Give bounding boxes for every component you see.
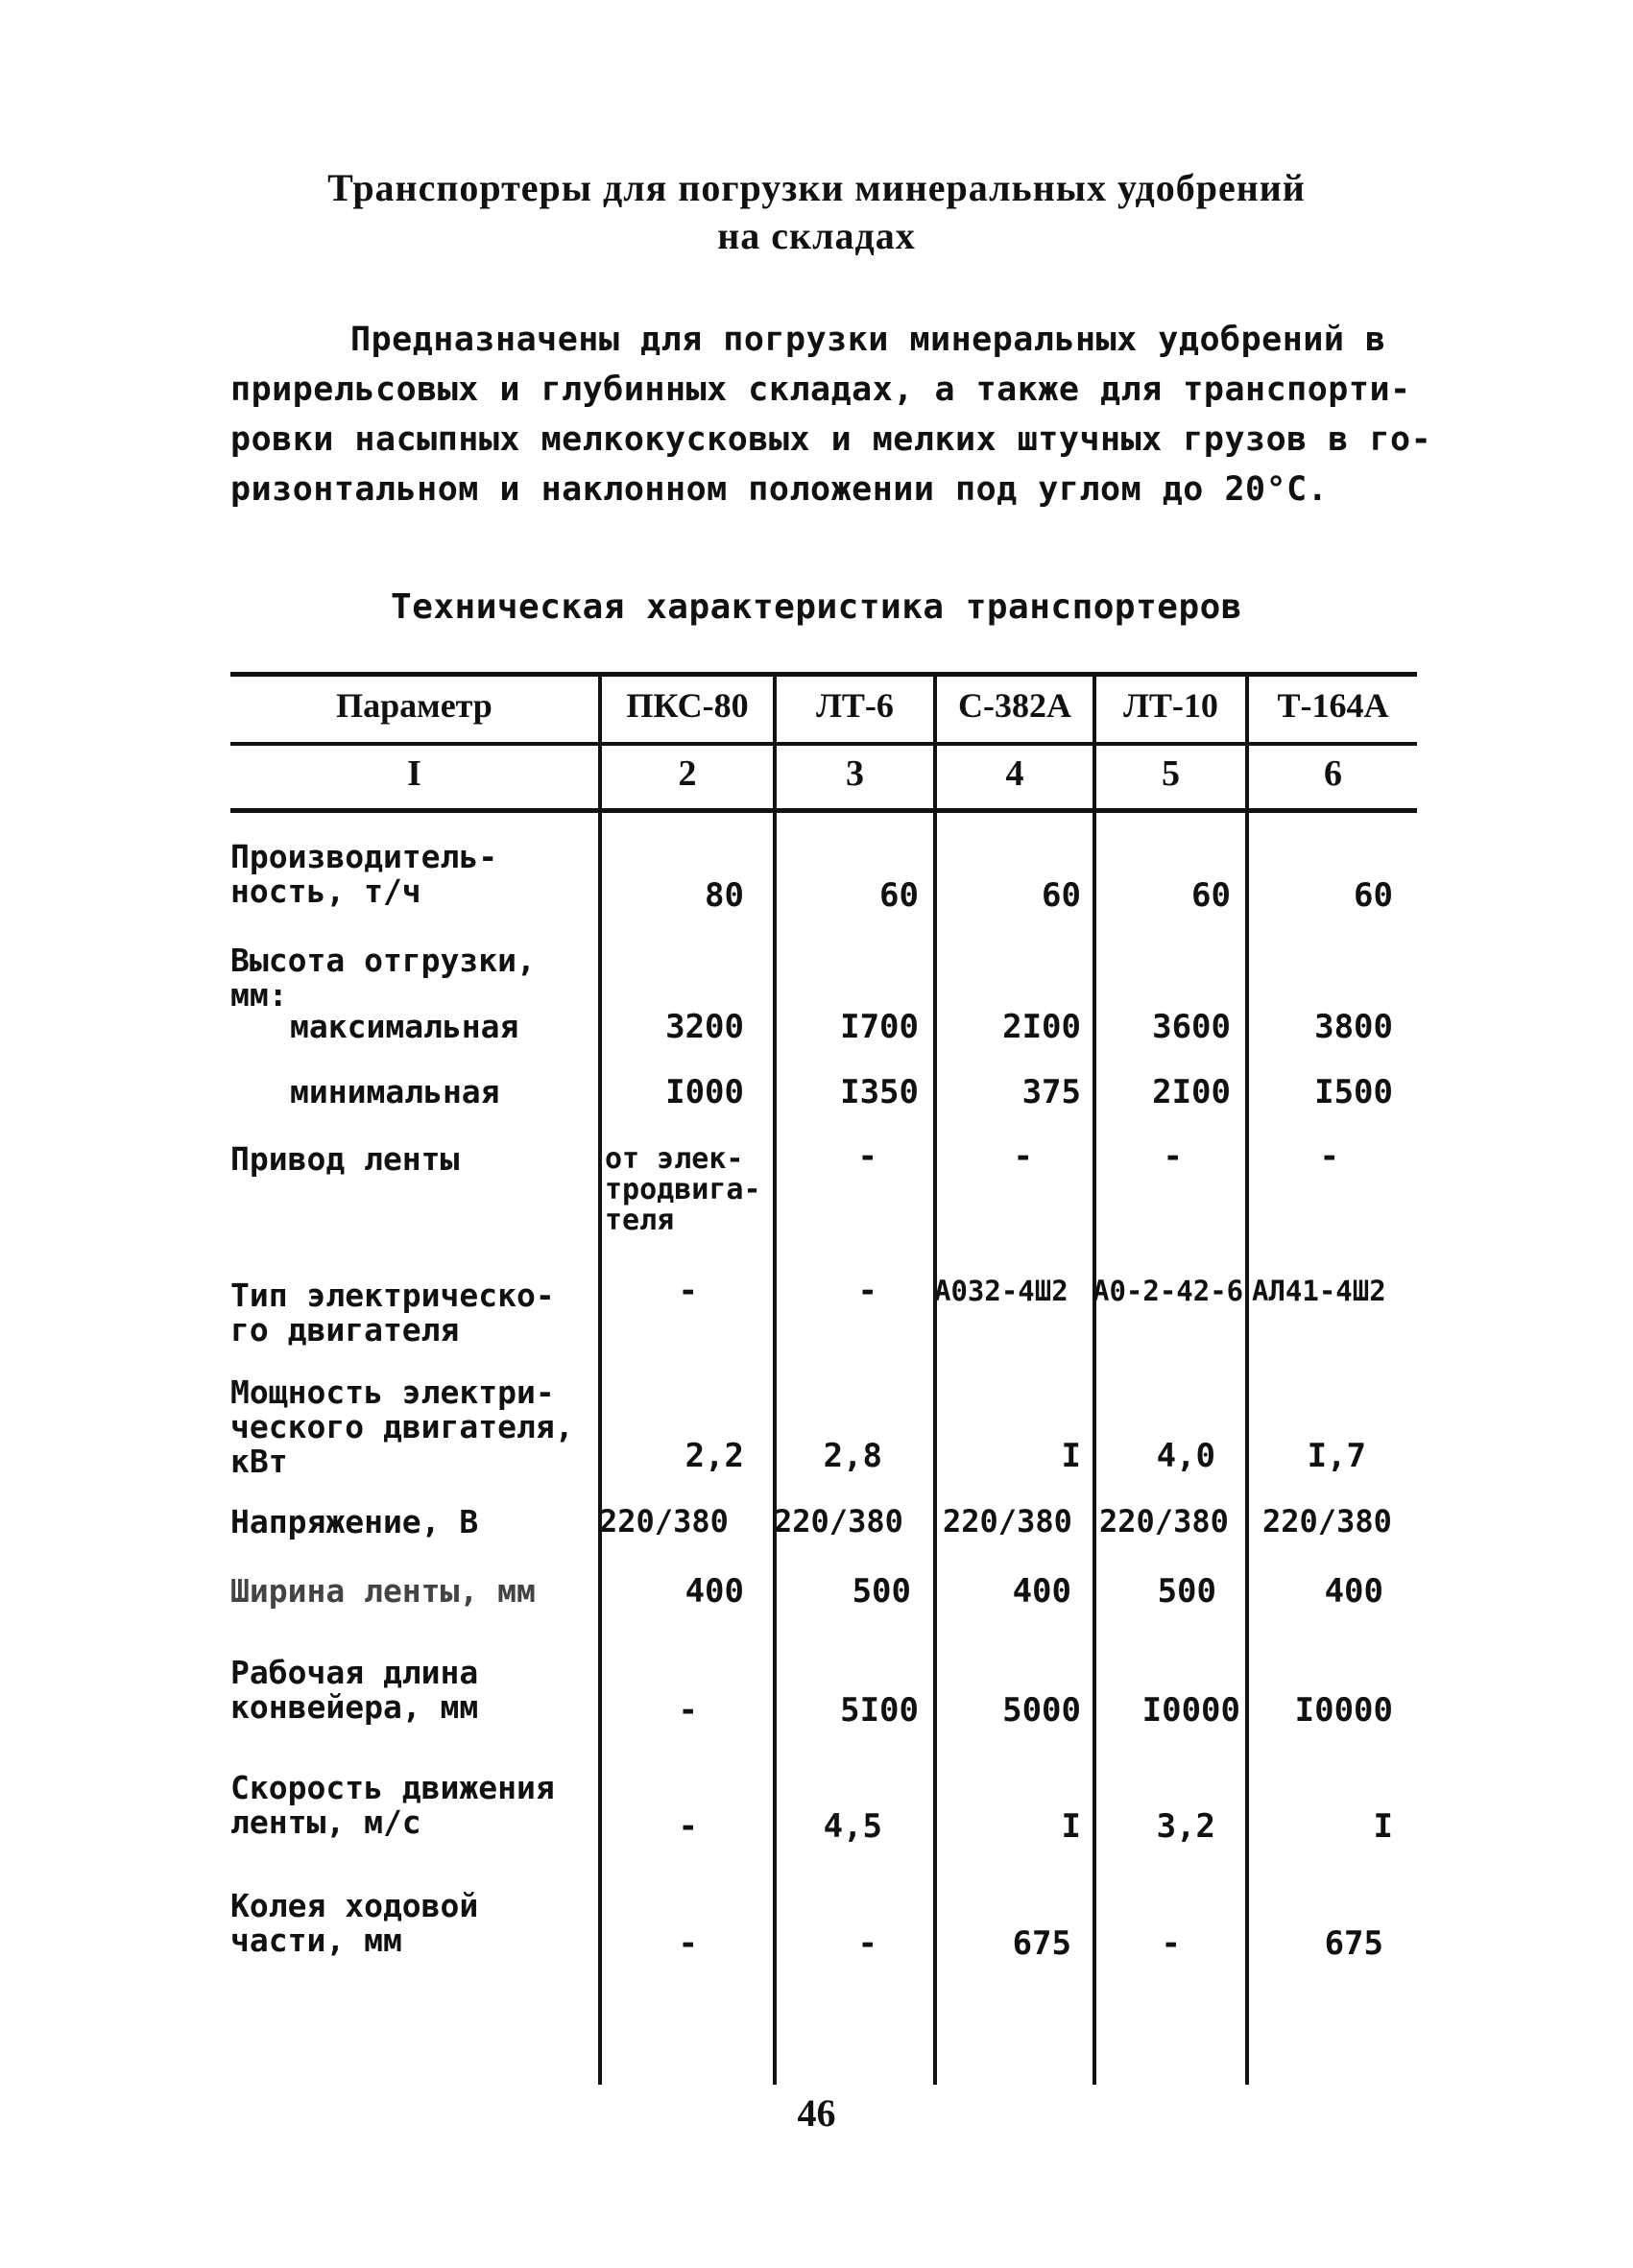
- value-cell: 5I00: [840, 1691, 919, 1730]
- value-cell: I: [1061, 1807, 1081, 1846]
- value-cell: 675: [1324, 1924, 1383, 1963]
- value-cell: -: [678, 1924, 698, 1963]
- table-rule-top: [230, 672, 1417, 677]
- value-cell: I0000: [1141, 1691, 1240, 1730]
- header-pks-80: ПКС-80: [626, 686, 749, 725]
- value-cell: 3600: [1152, 1008, 1231, 1046]
- value-cell: А032-4Ш2: [934, 1275, 1069, 1307]
- param-track-gauge: Колея ходовой части, мм: [230, 1887, 479, 1959]
- column-number: 3: [846, 753, 864, 794]
- value-cell: I350: [840, 1073, 919, 1111]
- param-min-height-label: минимальная: [290, 1073, 500, 1110]
- value-cell: 2I00: [1152, 1073, 1231, 1111]
- param-belt-width: Ширина ленты, мм: [230, 1572, 536, 1610]
- param-max-height: [230, 1010, 518, 1044]
- param-working-length: Рабочая длина конвейера, мм: [230, 1654, 479, 1726]
- value-cell: -: [857, 1272, 877, 1310]
- document-title-line2: на складах: [717, 214, 916, 257]
- value-cell: 400: [684, 1572, 744, 1611]
- header-parameter: Параметр: [336, 686, 492, 725]
- value-cell: 400: [1012, 1572, 1071, 1611]
- value-cell: -: [857, 1137, 877, 1176]
- param-motor-power: Мощность электри- ческого двигателя, кВт: [230, 1373, 574, 1480]
- value-cell: 220/380: [774, 1503, 903, 1540]
- value-cell: -: [678, 1272, 698, 1310]
- description-line: прирельсовых и глубинных складах, а также для транспорти-: [230, 370, 1411, 409]
- header-lt-6: ЛТ-6: [816, 686, 894, 725]
- value-cell: от элек- тродвига- теля: [605, 1142, 761, 1237]
- value-cell: -: [1013, 1137, 1033, 1176]
- column-number: 2: [678, 753, 697, 794]
- table-rule-header: [230, 742, 1417, 746]
- value-cell: -: [678, 1691, 698, 1730]
- header-s-382a: С-382А: [958, 686, 1071, 725]
- param-motor-type: Тип электрическо- го двигателя: [230, 1277, 555, 1349]
- column-number: 6: [1324, 753, 1342, 794]
- value-cell: А0-2-42-6: [1093, 1275, 1244, 1307]
- value-cell: 375: [1021, 1073, 1081, 1111]
- value-cell: 60: [1042, 876, 1081, 915]
- value-cell: 2I00: [1002, 1008, 1081, 1046]
- value-cell: 2,2: [684, 1437, 744, 1475]
- description-paragraph: [230, 315, 1432, 514]
- table-title: Техническая характеристика транспортеров: [391, 587, 1242, 627]
- value-cell: I: [1061, 1437, 1081, 1475]
- value-cell: 400: [1324, 1572, 1383, 1611]
- column-number: 4: [1005, 753, 1024, 794]
- value-cell: 3200: [665, 1008, 744, 1046]
- value-cell: -: [1161, 1924, 1181, 1963]
- specs-table: [230, 672, 1417, 2085]
- header-t-164a: Т-164А: [1277, 686, 1389, 725]
- value-cell: 220/380: [1099, 1503, 1229, 1540]
- value-cell: 675: [1012, 1924, 1071, 1963]
- value-cell: I000: [665, 1073, 744, 1111]
- value-cell: 220/380: [943, 1503, 1072, 1540]
- value-cell: 60: [879, 876, 919, 915]
- value-cell: 5000: [1002, 1691, 1081, 1730]
- column-number: 5: [1162, 753, 1180, 794]
- value-cell: I500: [1314, 1073, 1393, 1111]
- description-line: Предназначены для погрузки минеральных удобрений в: [350, 321, 1386, 359]
- column-number: I: [407, 753, 421, 794]
- param-belt-speed: Скорость движения ленты, м/с: [230, 1769, 555, 1841]
- value-cell: 500: [852, 1572, 911, 1611]
- param-min-height: [230, 1075, 500, 1110]
- value-cell: -: [1163, 1137, 1183, 1176]
- value-cell: I700: [840, 1008, 919, 1046]
- value-cell: 220/380: [599, 1503, 729, 1540]
- value-cell: 60: [1354, 876, 1393, 915]
- value-cell: 2,8: [823, 1437, 882, 1475]
- param-productivity: Производитель- ность, т/ч: [230, 838, 498, 910]
- value-cell: 500: [1157, 1572, 1216, 1611]
- value-cell: I: [1373, 1807, 1393, 1846]
- header-lt-10: ЛТ-10: [1123, 686, 1218, 725]
- param-unloading-height: Высота отгрузки, мм:: [230, 942, 536, 1014]
- param-belt-drive: Привод ленты: [230, 1140, 460, 1178]
- value-cell: -: [1319, 1137, 1339, 1176]
- value-cell: 4,0: [1156, 1437, 1215, 1475]
- table-rule-numbers: [230, 808, 1417, 813]
- value-cell: 220/380: [1262, 1503, 1392, 1540]
- value-cell: -: [678, 1807, 698, 1846]
- description-line: ризонтальном и наклонном положении под углом до 20°С.: [230, 470, 1329, 509]
- value-cell: 4,5: [823, 1807, 882, 1846]
- value-cell: I0000: [1294, 1691, 1393, 1730]
- value-cell: 3800: [1314, 1008, 1393, 1046]
- value-cell: 3,2: [1156, 1807, 1215, 1846]
- param-max-height-label: максимальная: [290, 1008, 519, 1045]
- description-line: ровки насыпных мелкокусковых и мелких штучных грузов в го-: [230, 420, 1432, 459]
- page-number: 46: [797, 2091, 836, 2135]
- value-cell: 80: [705, 876, 744, 915]
- value-cell: -: [857, 1924, 877, 1963]
- value-cell: АЛ41-4Ш2: [1252, 1275, 1386, 1307]
- param-voltage: Напряжение, В: [230, 1503, 479, 1540]
- value-cell: I,7: [1307, 1437, 1366, 1475]
- value-cell: 60: [1191, 876, 1231, 915]
- document-title-line1: Транспортеры для погрузки минеральных удобрений: [327, 166, 1306, 209]
